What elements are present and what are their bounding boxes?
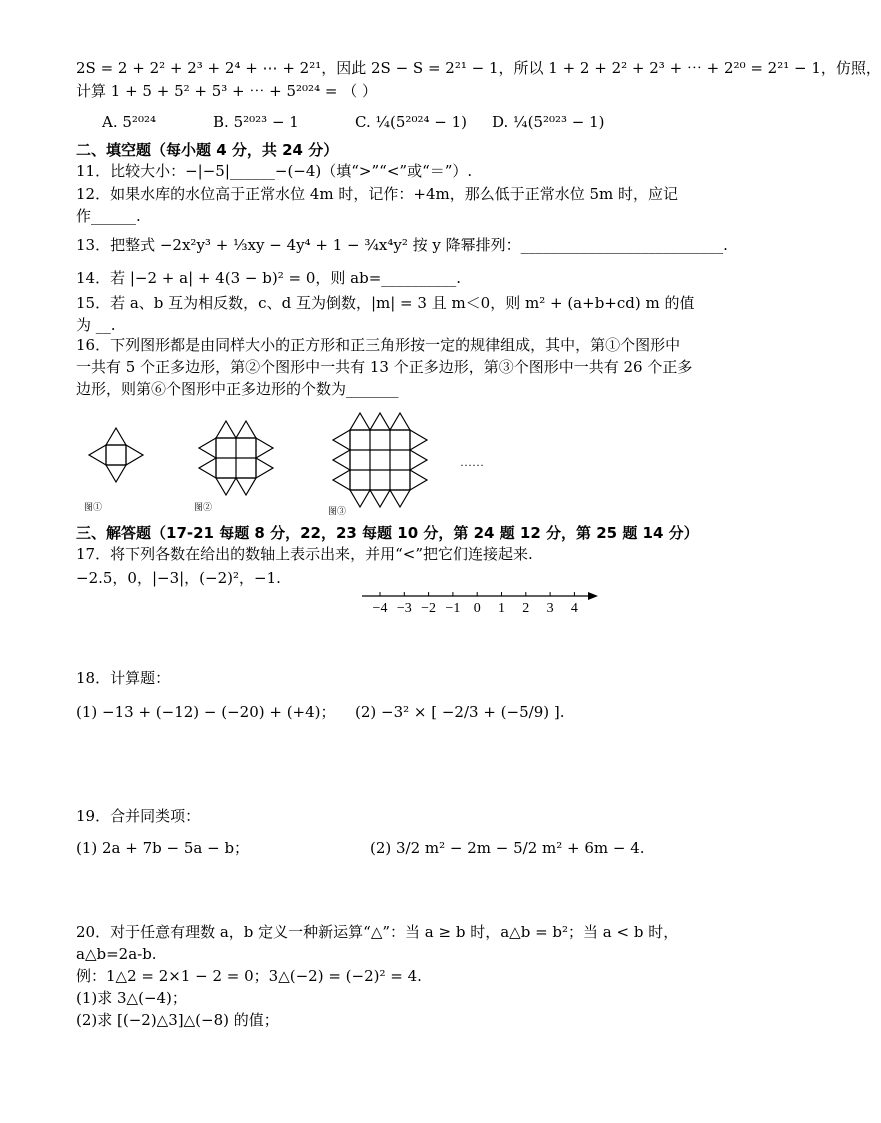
number-line-tick-label: −2 [421,601,437,616]
question-16-line-2: 一共有 5 个正多边形，第②个图形中一共有 13 个正多边形，第③个图形中一共有 26 个正多 [76,358,693,376]
pattern-figures [78,410,484,520]
section-2-title: 二、填空题（每小题 4 分，共 24 分） [76,141,339,159]
figure-1 [89,428,143,482]
option-value: 5²⁰²⁴ [122,113,156,131]
option-label: B. [213,113,229,131]
number-line-tick-label: 4 [570,601,578,616]
option-b [213,112,299,132]
question-16-line-1: 16．下列图形都是由同样大小的正方形和正三角形按一定的规律组成，其中，第①个图形中 [76,336,681,354]
number-line-tick-label: −3 [396,601,412,616]
figure-2-label: 图② [194,502,213,512]
question-17-numbers: −2.5，0，|−3|，(−2)²，−1. [76,569,281,587]
question-11: 11．比较大小：−|−5|______−(−4)（填“>”“<”或“＝”）. [76,162,473,180]
number-line [360,585,610,620]
question-18-part-1: (1) −13 + (−12) − (−20) + (+4)； [76,703,336,721]
option-label: D. [492,113,509,131]
option-label: C. [355,113,371,131]
question-18: 18．计算题： [76,669,171,687]
option-d [492,112,605,132]
intro-line-2: 计算 1 + 5 + 5² + 5³ + ⋯ + 5²⁰²⁴ = （ ） [76,82,377,100]
question-19: 19．合并同类项： [76,807,201,825]
number-line-tick-label: 0 [473,601,481,616]
question-20-example: 例：1△2 = 2×1 − 2 = 0；3△(−2) = (−2)² = 4. [76,967,422,985]
option-value: ¼(5²⁰²³ − 1) [513,113,605,131]
figure-3 [333,413,427,507]
question-19-part-2: (2) 3/2 m² − 2m − 5/2 m² + 6m − 4. [370,839,645,857]
question-18-part-2: (2) −3² × [ −2/3 + (−5/9) ]. [355,703,565,721]
figure-2 [199,421,273,495]
number-line-tick-label: 1 [498,601,505,616]
question-13: 13．把整式 −2x²y³ + ⅓xy − 4y⁴ + 1 − ¾x⁴y² 按 y 降幂排列：___________________________. [76,236,728,254]
question-20-part-1: (1)求 3△(−4)； [76,989,187,1007]
question-20-part-2: (2)求 [(−2)△3]△(−8) 的值； [76,1011,279,1029]
figure-ellipsis: …… [460,455,484,469]
number-line-tick-label: −4 [372,601,388,616]
question-15-line-1: 15．若 a、b 互为相反数，c、d 互为倒数，|m| = 3 且 m＜0，则 m² + (a+b+cd) m 的值 [76,294,695,312]
question-15-line-2: 为 __. [76,316,116,334]
question-17: 17．将下列各数在给出的数轴上表示出来，并用“<”把它们连接起来. [76,545,533,563]
number-line-tick-label: 3 [546,601,554,616]
question-14: 14．若 |−2 + a| + 4(3 − b)² = 0，则 ab=__________. [76,269,462,287]
question-12-line-1: 12．如果水库的水位高于正常水位 4m 时，记作：+4m，那么低于正常水位 5m 时，应记 [76,185,679,203]
option-a [102,112,156,132]
option-label: A. [102,113,118,131]
question-20-line-2: a△b=2a-b. [76,945,157,963]
option-value: 5²⁰²³ − 1 [233,113,299,131]
question-20-line-1: 20．对于任意有理数 a，b 定义一种新运算“△”：当 a ≥ b 时，a△b = b²；当 a < b 时， [76,923,679,941]
number-line-arrow [588,592,598,600]
section-3-title: 三、解答题（17-21 每题 8 分，22，23 每题 10 分，第 24 题 12 分，第 25 题 14 分） [76,524,699,542]
intro-line-1: 2S = 2 + 2² + 2³ + 2⁴ + ⋯ + 2²¹，因此 2S − S = 2²¹ − 1，所以 1 + 2 + 2² + 2³ + ⋯ + 2²⁰ = 2²¹ − 1，仿照， [76,59,881,77]
number-line-tick-label: 2 [522,601,530,616]
question-16-line-3: 边形，则第⑥个图形中正多边形的个数为_______ [76,380,399,398]
option-value: ¼(5²⁰²⁴ − 1) [375,113,467,131]
number-line-tick-label: −1 [445,601,461,616]
question-12-line-2: 作______. [76,207,141,225]
question-19-part-1: (1) 2a + 7b − 5a − b； [76,839,250,857]
figure-3-label: 图③ [328,506,347,516]
figure-1-label: 图① [84,502,103,512]
option-c [355,112,467,132]
